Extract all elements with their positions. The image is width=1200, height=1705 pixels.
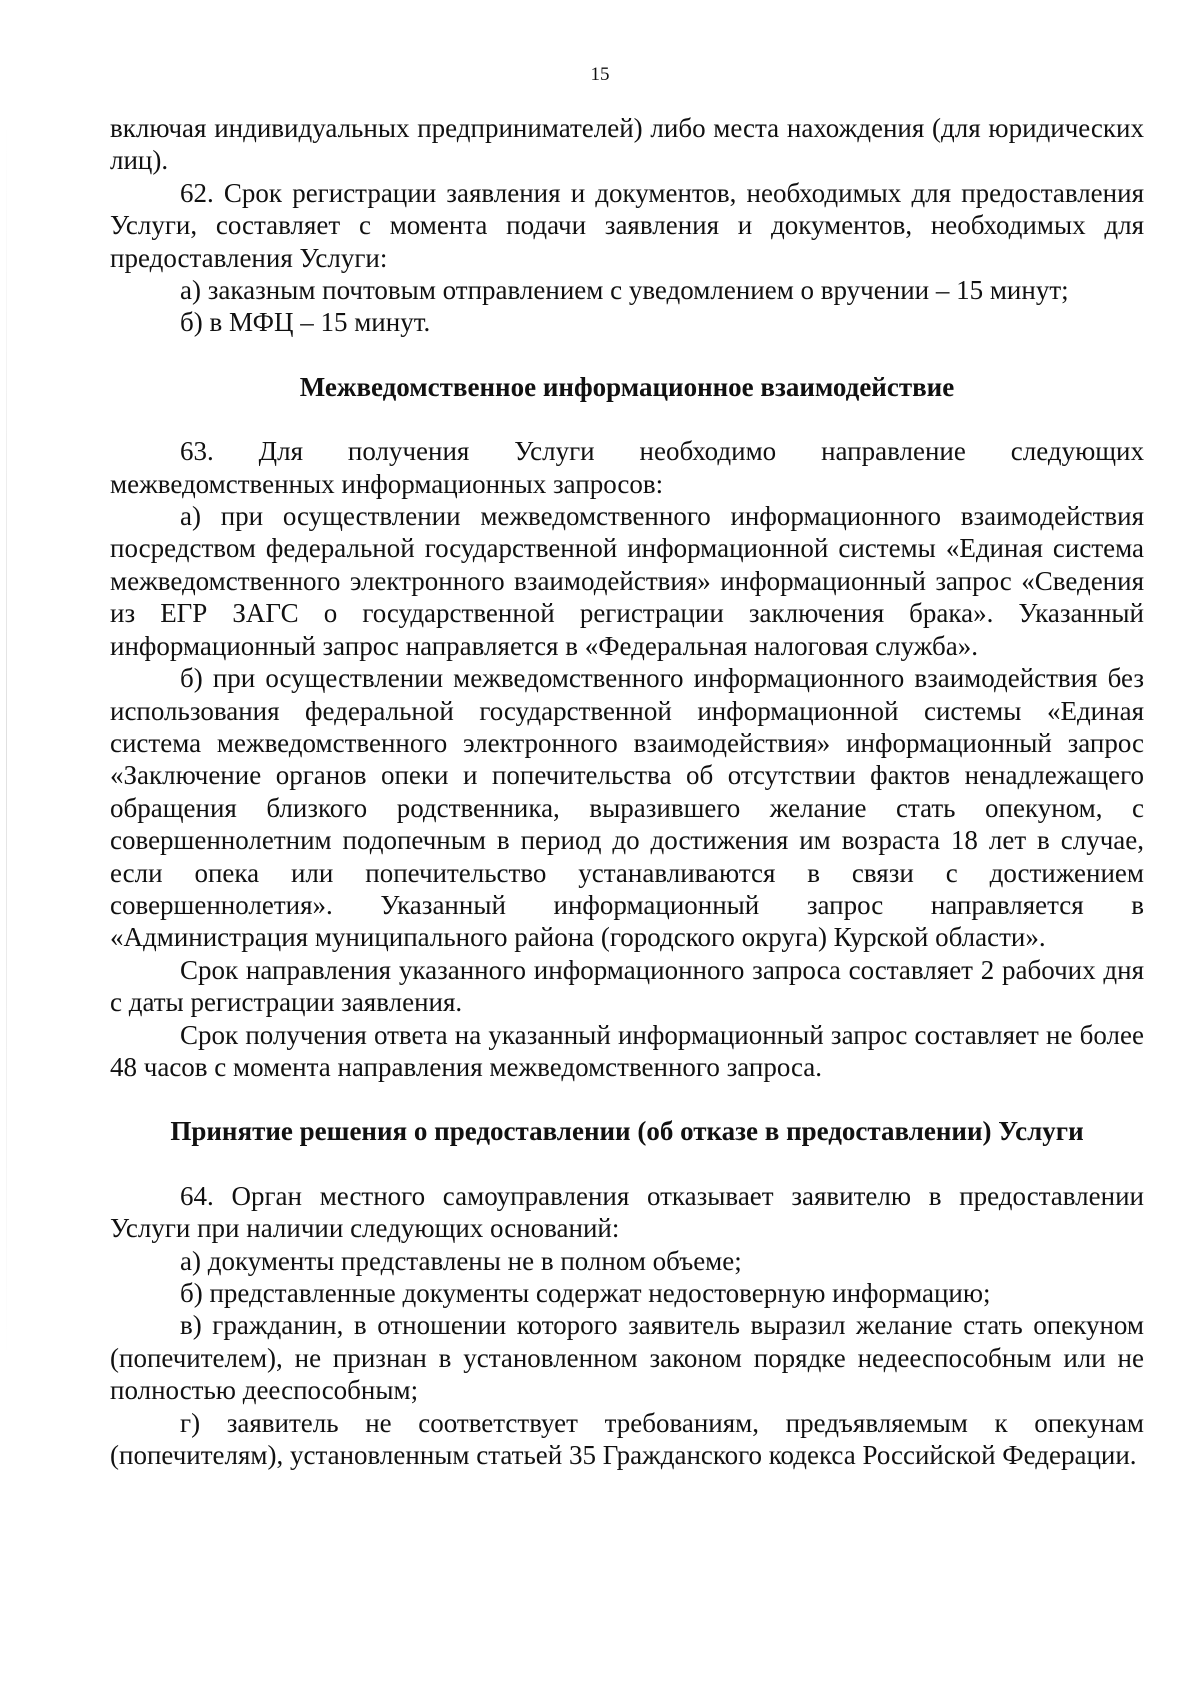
- paragraph-continuation: включая индивидуальных предпринимателей) либо места нахождения (для юридических лиц).: [110, 113, 1144, 176]
- paragraph-62-a: а) заказным почтовым отправлением с уведомлением о вручении – 15 минут;: [180, 275, 1069, 306]
- paragraph-63-deadline-response: Срок получения ответа на указанный информационный запрос составляет не более 48 часов с момента направления межведомственного запроса.: [110, 1019, 1144, 1082]
- paragraph-63-deadline-send: Срок направления указанного информационного запроса составляет 2 рабочих дня с даты регистрации заявления.: [110, 954, 1144, 1018]
- section-heading-interagency: Межведомственное информационное взаимодействие: [299, 371, 955, 402]
- section-heading-decision: Принятие решения о предоставлении (об отказе в предоставлении) Услуги: [170, 1116, 1084, 1147]
- paragraph-63: 63. Для получения Услуги необходимо направление следующих межведомственных информационных запросов:: [110, 436, 1144, 499]
- scan-edge-mark: [6, 120, 7, 1360]
- paragraph-62: 62. Срок регистрации заявления и документов, необходимых для предоставления Услуги, составляет с момента подачи заявления и документов, необходимых для предоставления Услуги:: [110, 177, 1144, 273]
- page-number: 15: [590, 64, 610, 85]
- paragraph-63-b: б) при осуществлении межведомственного информационного взаимодействия без использования федеральной государственной информационной системы «Единая система межведомственного электронного взаимодействия» информационный запрос «Заключение органов опеки и попечительства об отсутствии фактов ненадлежащего обращения близкого родственника, выразившего желание стать опекуном, с совершеннолетним подопечным в период до достижения им возраста 18 лет в случае, если опека или попечительство устанавливаются в связи с достижением совершеннолетия». Указанный информационный запрос направляется в «Администрация муниципального района (городского округа) Курской области».: [110, 663, 1144, 953]
- paragraph-62-b: б) в МФЦ – 15 минут.: [180, 307, 431, 338]
- paragraph-64-d: г) заявитель не соответствует требованиям, предъявляемым к опекунам (попечителям), установленным статьей 35 Гражданского кодекса Российской Федерации.: [110, 1407, 1144, 1471]
- paragraph-64-b: б) представленные документы содержат недостоверную информацию;: [180, 1278, 991, 1308]
- paragraph-63-a: а) при осуществлении межведомственного информационного взаимодействия посредством федеральной государственной информационной системы «Единая система межведомственного электронного взаимодействия» информационный запрос «Сведения из ЕГР ЗАГС о государственной регистрации заключения брака». Указанный информационный запрос направляется в «Федеральная налоговая служба».: [110, 501, 1144, 661]
- paragraph-64: 64. Орган местного самоуправления отказывает заявителю в предоставлении Услуги при наличии следующих оснований:: [110, 1180, 1144, 1244]
- paragraph-64-c: в) гражданин, в отношении которого заявитель выразил желание стать опекуном (попечителем), не признан в установленном законом порядке недееспособным или не полностью дееспособным;: [110, 1310, 1144, 1406]
- document-body: [110, 112, 1144, 1471]
- paragraph-64-a: а) документы представлены не в полном объеме;: [180, 1245, 742, 1276]
